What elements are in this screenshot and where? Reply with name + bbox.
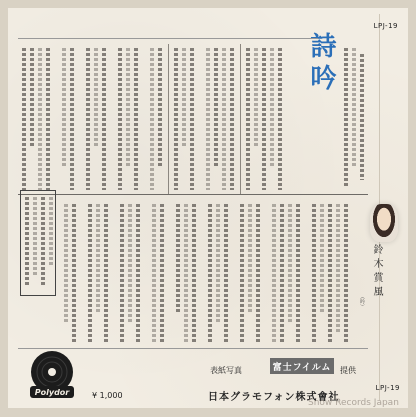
text-column bbox=[288, 204, 292, 324]
text-column bbox=[222, 48, 226, 190]
text-column bbox=[174, 48, 178, 190]
cover-photo-label: 表紙写真 bbox=[210, 366, 242, 375]
company-name: 日本グラモフォン株式會社 bbox=[208, 392, 340, 403]
text-column bbox=[206, 48, 210, 190]
catalog-number-top: LPJ-19 bbox=[373, 22, 398, 30]
artist-role: （吟） bbox=[359, 294, 365, 309]
text-column bbox=[254, 48, 258, 148]
text-column bbox=[41, 197, 45, 287]
text-column bbox=[246, 48, 250, 190]
text-column bbox=[160, 204, 164, 342]
text-column bbox=[64, 204, 68, 324]
text-column bbox=[128, 204, 132, 324]
text-column bbox=[240, 204, 244, 342]
text-column bbox=[134, 48, 138, 190]
text-column bbox=[118, 48, 122, 190]
text-column bbox=[49, 197, 53, 267]
section-divider bbox=[18, 194, 368, 195]
text-column bbox=[70, 48, 74, 190]
text-column bbox=[280, 204, 284, 342]
text-column bbox=[33, 197, 37, 277]
text-column bbox=[72, 204, 76, 342]
text-column bbox=[102, 48, 106, 190]
sleeve-back bbox=[8, 8, 408, 408]
text-column bbox=[248, 204, 252, 314]
text-column bbox=[38, 48, 42, 190]
text-column bbox=[30, 48, 34, 148]
text-column bbox=[230, 48, 234, 190]
text-column bbox=[256, 204, 260, 342]
text-column bbox=[312, 204, 316, 342]
text-column bbox=[296, 204, 300, 342]
text-column bbox=[344, 48, 348, 188]
text-column bbox=[25, 197, 29, 287]
text-column bbox=[120, 204, 124, 342]
text-column bbox=[224, 204, 228, 342]
text-column bbox=[176, 204, 180, 314]
column-divider bbox=[168, 44, 169, 194]
text-column bbox=[150, 48, 154, 190]
polydor-logo bbox=[22, 348, 82, 404]
text-column bbox=[88, 204, 92, 342]
text-column bbox=[152, 204, 156, 342]
text-column bbox=[190, 48, 194, 190]
text-column bbox=[214, 48, 218, 168]
column-divider bbox=[240, 44, 241, 194]
album-title: 詩吟 bbox=[306, 32, 336, 96]
text-column bbox=[104, 204, 108, 342]
catalog-number-bottom: LPJ-19 bbox=[375, 384, 400, 392]
artist-name: 鈴木賞風 bbox=[371, 244, 382, 300]
text-column bbox=[272, 204, 276, 342]
text-column bbox=[344, 204, 348, 342]
text-column bbox=[46, 48, 50, 190]
brand-name: Polydor bbox=[34, 388, 70, 397]
watermark: Snow Records Japan bbox=[308, 398, 399, 408]
text-column bbox=[208, 204, 212, 342]
text-column bbox=[184, 204, 188, 342]
text-column bbox=[336, 204, 340, 334]
text-column bbox=[216, 204, 220, 324]
artist-portrait bbox=[370, 204, 398, 242]
text-column bbox=[96, 204, 100, 314]
text-column bbox=[62, 48, 66, 168]
text-column bbox=[126, 48, 130, 168]
text-column bbox=[136, 204, 140, 342]
text-column bbox=[94, 48, 98, 148]
text-column bbox=[270, 48, 274, 168]
text-column bbox=[182, 48, 186, 148]
text-column bbox=[360, 54, 364, 180]
notes-box bbox=[20, 190, 56, 296]
text-column bbox=[86, 48, 90, 190]
text-column bbox=[278, 48, 282, 190]
top-rule bbox=[18, 38, 318, 39]
text-column bbox=[352, 48, 356, 168]
text-column bbox=[158, 48, 162, 168]
text-column bbox=[22, 48, 26, 190]
text-column bbox=[192, 204, 196, 342]
price: ¥ 1,000 bbox=[92, 391, 123, 400]
text-column bbox=[262, 48, 266, 190]
provided-label: 提供 bbox=[340, 366, 356, 375]
text-column bbox=[320, 204, 324, 314]
text-column bbox=[328, 204, 332, 342]
fujifilm-badge: 富士フイルム bbox=[270, 358, 334, 374]
